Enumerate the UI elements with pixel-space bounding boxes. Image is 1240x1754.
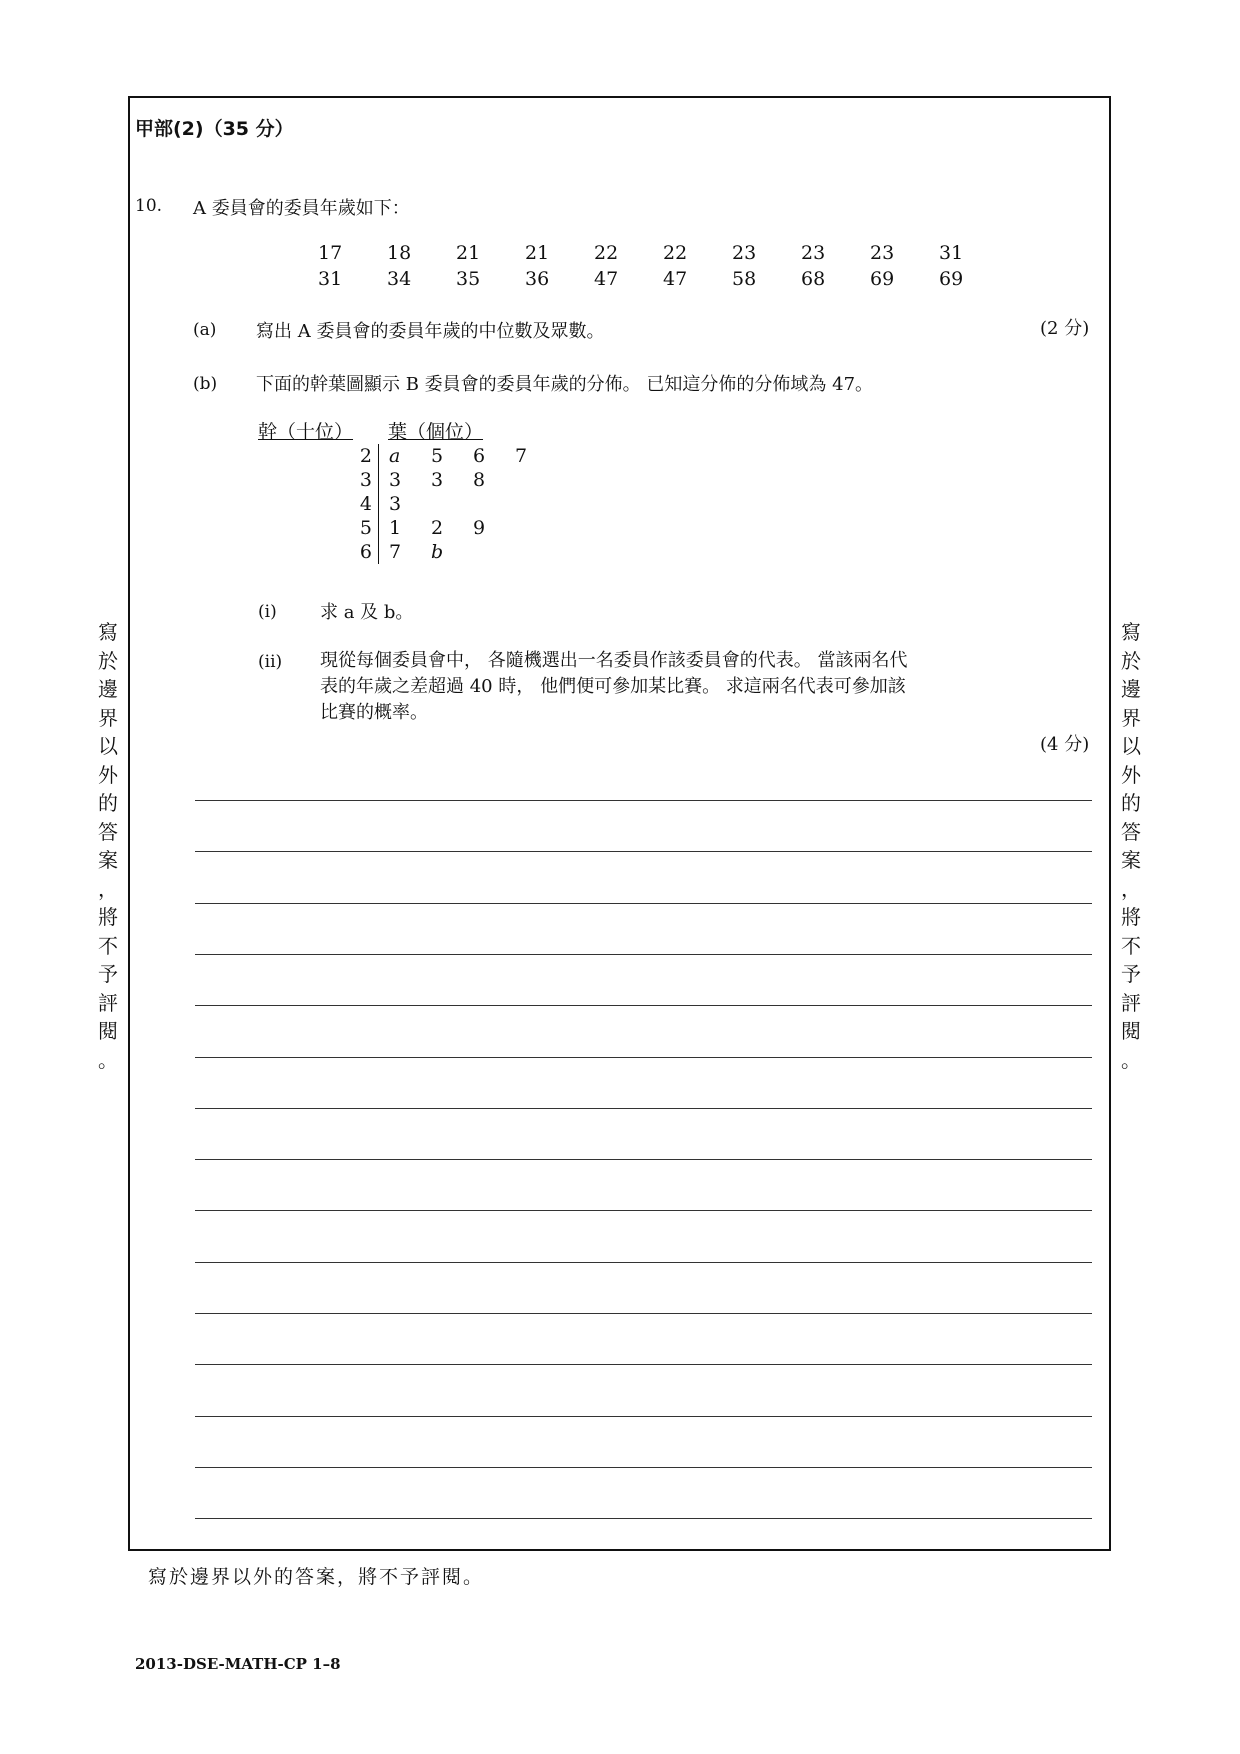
side-note-char: 案 <box>98 848 118 872</box>
side-note-char: 予 <box>1121 962 1141 986</box>
answer-line <box>195 851 1092 852</box>
side-note-char: 不 <box>1121 933 1141 958</box>
stem-leaf-row <box>258 516 557 540</box>
sub-ii-text <box>320 648 907 726</box>
age-row-2-value: 69 <box>870 268 895 290</box>
stem-leaf-row <box>258 540 557 564</box>
part-b-label: (b) <box>193 374 218 394</box>
part-b-marks: (4 分) <box>1040 734 1090 755</box>
leaf-value: b <box>431 541 444 563</box>
side-note-char: 。 <box>98 1047 118 1072</box>
side-note-left <box>95 618 121 1074</box>
age-row-1 <box>318 240 1008 266</box>
age-row-1-value: 23 <box>870 242 895 264</box>
leaf-value: 1 <box>389 517 402 539</box>
leaf-values <box>378 492 431 516</box>
sub-ii-label: (ii) <box>258 652 283 672</box>
footer-code: 2013-DSE-MATH-CP 1–8 <box>135 1655 341 1673</box>
answer-line <box>195 1364 1092 1365</box>
side-note-char: 以 <box>98 734 118 758</box>
age-row-1-value: 22 <box>663 242 688 264</box>
leaf-value: 6 <box>473 445 486 467</box>
side-note-char: 評 <box>98 990 118 1015</box>
stem-header: 幹（十位） <box>258 421 354 443</box>
answer-line <box>195 1518 1092 1519</box>
part-a-text: 寫出 A 委員會的委員年歲的中位數及眾數。 <box>256 321 605 342</box>
side-note-char: 界 <box>1121 705 1141 730</box>
side-note-char: 閱 <box>1121 1019 1141 1043</box>
age-row-1-value: 21 <box>456 242 481 264</box>
side-note-char: 外 <box>98 762 118 787</box>
bottom-note: 寫於邊界以外的答案，將不予評閱。 <box>148 1566 485 1588</box>
sub-ii-line-3: 比賽的概率。 <box>320 702 428 723</box>
side-note-char: 外 <box>1121 762 1141 787</box>
question-intro: A 委員會的委員年歲如下： <box>193 198 410 219</box>
side-note-char: 邊 <box>1121 677 1141 701</box>
sub-ii-line-1: 現從每個委員會中， 各隨機選出一名委員作該委員會的代表。 當該兩名代 <box>320 650 908 671</box>
leaf-values <box>378 540 473 564</box>
part-a-label: (a) <box>193 320 217 340</box>
stem-value: 3 <box>359 469 372 491</box>
sub-i-text: 求 a 及 b。 <box>320 602 414 623</box>
answer-line <box>195 954 1092 955</box>
answer-line <box>195 1467 1092 1468</box>
answer-frame <box>128 96 1111 1551</box>
age-row-1-value: 22 <box>594 242 619 264</box>
sub-i-label: (i) <box>258 602 277 622</box>
age-row-2-value: 36 <box>525 268 550 290</box>
side-note-char: ， <box>1121 876 1141 901</box>
stem-leaf-diagram <box>258 416 557 564</box>
part-b-text: 下面的幹葉圖顯示 B 委員會的委員年歲的分佈。 已知這分佈的分佈域為 47。 <box>256 374 874 395</box>
leaf-value: 2 <box>431 517 444 539</box>
side-note-char: 答 <box>98 819 118 844</box>
side-note-char: 以 <box>1121 734 1141 758</box>
leaf-value: 5 <box>431 445 444 467</box>
age-row-1-value: 21 <box>525 242 550 264</box>
answer-line <box>195 1108 1092 1109</box>
part-a-marks: (2 分) <box>1040 318 1090 339</box>
side-note-char: 於 <box>1121 648 1141 673</box>
stem-value: 2 <box>359 445 372 467</box>
answer-line <box>195 1210 1092 1211</box>
age-row-2-value: 69 <box>939 268 964 290</box>
leaf-value: 3 <box>389 493 402 515</box>
age-row-2-value: 34 <box>387 268 412 290</box>
leaf-value: a <box>389 445 401 467</box>
question-number: 10. <box>135 196 163 216</box>
side-note-char: 寫 <box>1121 620 1141 644</box>
age-row-2-value: 68 <box>801 268 826 290</box>
age-row-1-value: 17 <box>318 242 343 264</box>
age-data <box>318 240 1008 292</box>
answer-line <box>195 903 1092 904</box>
age-row-2-value: 47 <box>594 268 619 290</box>
stem-value: 4 <box>359 493 372 515</box>
age-row-1-value: 23 <box>732 242 757 264</box>
age-row-2-value: 31 <box>318 268 343 290</box>
answer-line <box>195 1313 1092 1314</box>
leaf-value: 9 <box>473 517 486 539</box>
stem-leaf-row <box>258 492 557 516</box>
answer-line <box>195 800 1092 801</box>
side-note-char: 。 <box>1121 1047 1141 1072</box>
leaf-values <box>378 516 515 540</box>
sub-ii-line-2: 表的年歲之差超過 40 時， 他們便可參加某比賽。 求這兩名代表可參加該 <box>320 676 906 697</box>
answer-line <box>195 1159 1092 1160</box>
stem-value: 6 <box>359 541 372 563</box>
answer-line <box>195 1416 1092 1417</box>
age-row-1-value: 23 <box>801 242 826 264</box>
side-note-char: 將 <box>1121 905 1141 929</box>
stem-leaf-row <box>258 468 557 492</box>
side-note-char: 邊 <box>98 677 118 701</box>
leaf-value: 7 <box>515 445 528 467</box>
age-row-1-value: 31 <box>939 242 964 264</box>
side-note-char: 閱 <box>98 1019 118 1043</box>
side-note-char: 寫 <box>98 620 118 644</box>
leaf-header: 葉（個位） <box>388 421 484 443</box>
section-title: 甲部(2)（35 分） <box>135 118 294 140</box>
leaf-value: 3 <box>389 469 402 491</box>
leaf-values <box>378 468 515 492</box>
side-note-char: 予 <box>98 962 118 986</box>
age-row-2-value: 47 <box>663 268 688 290</box>
age-row-1-value: 18 <box>387 242 412 264</box>
side-note-char: 於 <box>98 648 118 673</box>
side-note-right <box>1118 618 1144 1074</box>
age-row-2-value: 58 <box>732 268 757 290</box>
side-note-char: 的 <box>1121 791 1141 815</box>
age-row-2-value: 35 <box>456 268 481 290</box>
side-note-char: 答 <box>1121 819 1141 844</box>
answer-line <box>195 1262 1092 1263</box>
side-note-char: 不 <box>98 933 118 958</box>
side-note-char: 評 <box>1121 990 1141 1015</box>
leaf-value: 8 <box>473 469 486 491</box>
answer-line <box>195 1057 1092 1058</box>
age-row-2 <box>318 266 1008 292</box>
side-note-char: 界 <box>98 705 118 730</box>
side-note-char: 案 <box>1121 848 1141 872</box>
side-note-char: ， <box>98 876 118 901</box>
leaf-values <box>378 444 557 468</box>
side-note-char: 的 <box>98 791 118 815</box>
stem-leaf-row <box>258 444 557 468</box>
stem-value: 5 <box>359 517 372 539</box>
leaf-value: 3 <box>431 469 444 491</box>
leaf-value: 7 <box>389 541 402 563</box>
answer-line <box>195 1005 1092 1006</box>
side-note-char: 將 <box>98 905 118 929</box>
